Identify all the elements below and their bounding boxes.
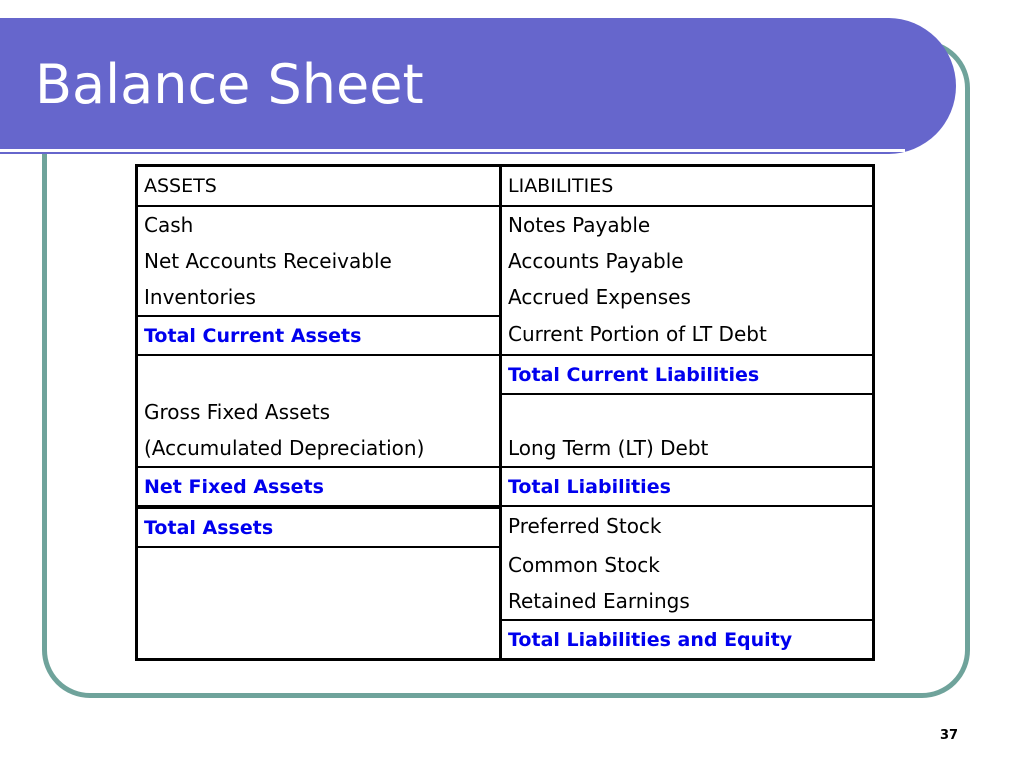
long-term-debt-cell: Long Term (LT) Debt bbox=[501, 430, 874, 467]
table-row bbox=[137, 394, 874, 430]
total-assets-label: Total Assets bbox=[144, 517, 274, 539]
table-row bbox=[137, 279, 874, 316]
total-current-liabilities-cell bbox=[501, 355, 874, 394]
total-current-assets-label: Total Current Assets bbox=[144, 325, 362, 347]
table-row bbox=[137, 316, 874, 355]
title-bar bbox=[0, 18, 956, 154]
total-liabilities-cell bbox=[501, 467, 874, 506]
accounts-payable-cell: Accounts Payable bbox=[508, 249, 684, 273]
inventories-cell: Inventories bbox=[137, 279, 501, 316]
total-liabilities-and-equity-cell bbox=[501, 620, 874, 660]
total-liabilities-label: Total Liabilities bbox=[508, 476, 671, 498]
current-portion-lt-debt-cell: Current Portion of LT Debt bbox=[501, 316, 874, 355]
slide-title: Balance Sheet bbox=[35, 53, 424, 116]
total-assets-cell bbox=[137, 508, 501, 547]
total-current-liabilities-label: Total Current Liabilities bbox=[508, 364, 760, 386]
accumulated-depreciation-cell: (Accumulated Depreciation) bbox=[137, 430, 501, 467]
table-row bbox=[137, 206, 874, 243]
total-liabilities-and-equity-label: Total Liabilities and Equity bbox=[508, 629, 793, 651]
table-row bbox=[137, 355, 874, 394]
balance-sheet-table bbox=[135, 164, 875, 661]
assets-header: ASSETS bbox=[137, 166, 501, 207]
accrued-expenses-cell: Accrued Expenses bbox=[508, 285, 691, 309]
table-row bbox=[137, 583, 874, 620]
gross-fixed-assets-cell: Gross Fixed Assets bbox=[137, 394, 501, 430]
table-row bbox=[137, 243, 874, 279]
notes-payable-cell: Notes Payable bbox=[508, 213, 651, 237]
empty-assets-cell bbox=[137, 583, 501, 620]
table-row bbox=[137, 430, 874, 467]
empty-assets-cell bbox=[137, 620, 501, 660]
empty-assets-cell bbox=[137, 547, 501, 583]
table-row bbox=[137, 467, 874, 506]
common-stock-cell: Common Stock bbox=[508, 553, 660, 577]
cash-cell: Cash bbox=[137, 206, 501, 243]
table-row bbox=[137, 508, 874, 547]
net-fixed-assets-cell bbox=[137, 467, 501, 506]
table-row bbox=[137, 620, 874, 660]
empty-assets-cell bbox=[137, 355, 501, 394]
net-accounts-receivable-cell: Net Accounts Receivable bbox=[137, 243, 501, 279]
liabilities-header: LIABILITIES bbox=[501, 166, 874, 207]
total-current-assets-cell bbox=[137, 316, 501, 355]
table-row bbox=[137, 547, 874, 583]
preferred-stock-cell: Preferred Stock bbox=[508, 514, 662, 538]
page-number: 37 bbox=[940, 728, 959, 743]
empty-liabilities-cell bbox=[501, 394, 874, 430]
retained-earnings-cell: Retained Earnings bbox=[501, 583, 874, 620]
net-fixed-assets-label: Net Fixed Assets bbox=[144, 476, 324, 498]
title-underline bbox=[0, 149, 905, 152]
table-header-row bbox=[137, 166, 874, 207]
